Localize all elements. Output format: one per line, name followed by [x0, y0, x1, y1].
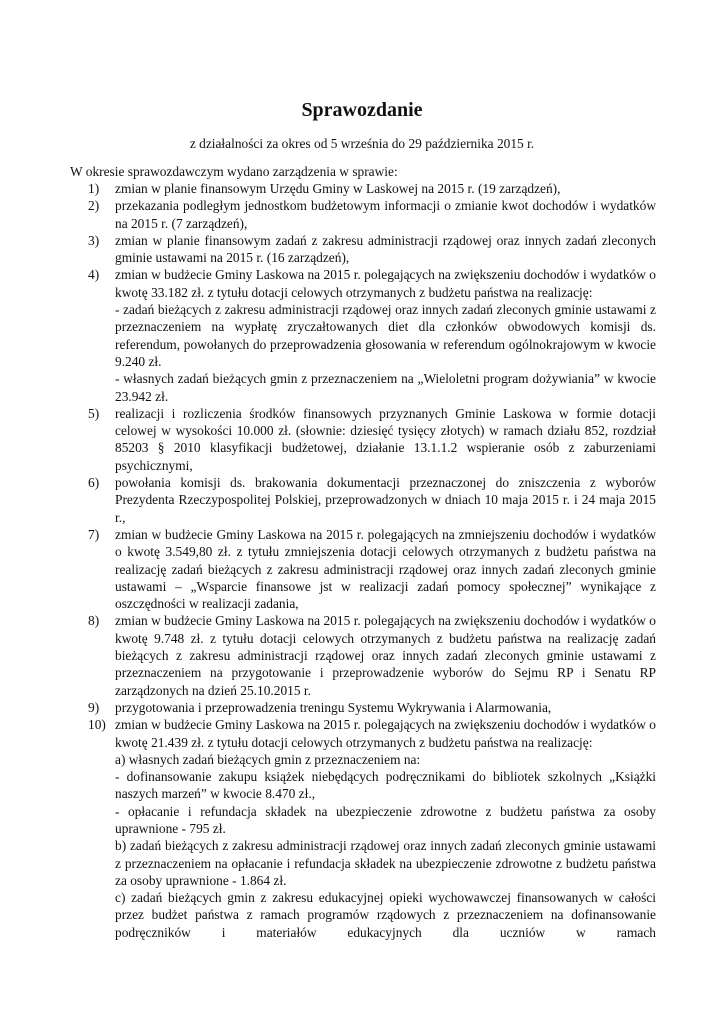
item-text: - własnych zadań bieżących gmin z przeznaczeniem na „Wieloletni program dożywiania” w kwocie 23.942 zł.	[115, 371, 656, 404]
list-item	[88, 197, 656, 232]
item-text: zmian w planie finansowym zadań z zakresu administracji rządowej oraz innych zadań zleconych gminie ustawami na 2015 r. (16 zarządzeń),	[115, 232, 656, 266]
item-number: 6)	[88, 475, 100, 491]
item-text: przygotowania i przeprowadzenia treningu Systemu Wykrywania i Alarmowania,	[115, 699, 552, 715]
list-item	[88, 180, 656, 197]
item-text: przekazania podległym jednostkom budżetowym informacji o zmianie kwot dochodów i wydatków na 2015 r. (7 zarządzeń),	[115, 198, 656, 231]
item-number: 2)	[88, 198, 100, 214]
item-text: b) zadań bieżących z zakresu administracji rządowej oraz innych zadań zleconych gminie ustawami z przeznaczeniem na opłacanie i refundacja składek na ubezpieczenie zdrowotne z budżetu państwa za osoby uprawnione - 1.864 zł.	[115, 838, 656, 888]
item-text: - zadań bieżących z zakresu administracji rządowej oraz innych zadań zleconych gminie ustawami z przeznaczeniem na wypłatę zryczałtowanych diet dla członków obwodowych komisji ds. referendum, powołanych do przeprowadzenia głosowania w referendum ogólnokrajowym w kwocie 9.240 zł.	[115, 302, 656, 369]
item-number: 8)	[88, 613, 100, 629]
item-text: zmian w budżecie Gminy Laskowa na 2015 r. polegających na zwiększeniu dochodów i wydatków o kwotę 9.748 zł. z tytułu dotacji celowych otrzymanych z budżetu państwa na realizację zadań bieżących z zakresu administracji rządowej oraz innych zadań zleconych gminie ustawami z przeznaczeniem na przygotowanie i przeprowadzenie wyborów do Sejmu RP i Senatu RP zarządzonych na dzień 25.10.2015 r.	[115, 613, 656, 698]
item-number: 4)	[88, 267, 100, 283]
item-number: 5)	[88, 405, 100, 421]
item-text: c) zadań bieżących gmin z zakresu edukacyjnej opieki wychowawczej finansowanych w całości przez budżet państwa z ramach programów rządowych z przeznaczeniem na dofinansowanie podręczników i materiałów edukacyjnych dla uczniów w ramach	[115, 890, 656, 940]
list-item	[88, 405, 656, 474]
list-item	[88, 716, 656, 941]
item-text: powołania komisji ds. brakowania dokumentacji przeznaczonej do zniszczenia z wyborów Prezydenta Rzeczypospolitej Polskiej, przeprowadzonych w dniach 10 maja 2015 r. i 24 maja 2015 r.,	[115, 475, 656, 525]
list-item	[88, 699, 656, 716]
item-text: - opłacanie i refundacja składek na ubezpieczenie zdrowotne z budżetu państwa za osoby uprawnione - 795 zł.	[115, 803, 656, 836]
item-text: zmian w budżecie Gminy Laskowa na 2015 r. polegających na zwiększeniu dochodów i wydatków o kwotę 33.182 zł. z tytułu dotacji celowych otrzymanych z budżetu państwa na realizację:	[115, 267, 656, 300]
list-item	[88, 474, 656, 526]
intro-text: W okresie sprawozdawczym wydano zarządzenia w sprawie:	[70, 164, 398, 179]
item-number: 1)	[88, 181, 100, 196]
item-text: realizacji i rozliczenia środków finansowych przyznanych Gminie Laskowa w formie dotacji celowej w wysokości 10.000 zł. (słownie: dziesięć tysięcy złotych) w ramach działu 852, rozdział 85203 § 2010 klasyfikacji budżetowej, działanie 13.1.1.2 wspieranie osób z zaburzeniami psychicznymi,	[115, 405, 656, 473]
document-subtitle: z działalności za okres od 5 września do 29 października 2015 r.	[189, 136, 535, 151]
item-number: 3)	[88, 232, 100, 248]
list-item	[88, 232, 656, 267]
item-text: - dofinansowanie zakupu książek niebędących podręcznikami do bibliotek szkolnych „Książki naszych marzeń” w kwocie 8.470 zł.,	[115, 769, 656, 802]
item-text: zmian w planie finansowym Urzędu Gminy w Laskowej na 2015 r. (19 zarządzeń),	[115, 181, 561, 196]
item-number: 7)	[88, 526, 100, 542]
list-item	[88, 526, 656, 612]
item-text: zmian w budżecie Gminy Laskowa na 2015 r. polegających na zmniejszeniu dochodów i wydatków o kwotę 3.549,80 zł. z tytułu zmniejszenia dotacji celowych otrzymanych z budżetu państwa na realizację zadań bieżących z zakresu administracji rządowej oraz innych zadań zleconych gminie ustawami – „Wsparcie finansowe jst w realizacji zadań pomocy społecznej” wynikające z oszczędności w realizacji zadania,	[115, 526, 656, 612]
document-title: Sprawozdanie	[301, 99, 423, 121]
list-item	[88, 266, 656, 404]
list-item	[88, 612, 656, 698]
item-number: 10)	[88, 717, 106, 733]
ordinance-list	[88, 180, 656, 941]
item-text: a) własnych zadań bieżących gmin z przeznaczeniem na:	[115, 751, 421, 767]
item-text: zmian w budżecie Gminy Laskowa na 2015 r. polegających na zwiększeniu dochodów i wydatków o kwotę 21.439 zł. z tytułu dotacji celowych otrzymanych z budżetu państwa na realizację:	[115, 717, 656, 750]
item-number: 9)	[88, 699, 100, 715]
